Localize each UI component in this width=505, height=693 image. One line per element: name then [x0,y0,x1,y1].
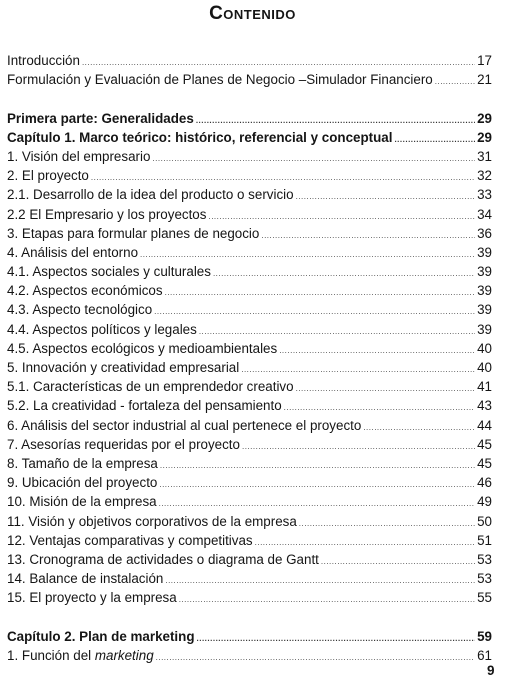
toc-entry-capitulo-2 [7,627,492,646]
toc-entry [7,147,492,166]
toc-entry-label [7,646,154,665]
toc-entry-page: 40 [477,340,492,356]
dot-leader [261,226,475,245]
toc-entry-label: Primera parte: Generalidades [7,110,194,126]
toc-entry [7,550,492,569]
toc-entry-label: 2.2 El Empresario y los proyectos [7,206,207,222]
toc-entry-label: 2.1. Desarrollo de la idea del producto o servicio [7,187,294,203]
toc-entry-label: 2. El proyecto [7,168,89,184]
toc-entry-page: 46 [477,475,492,491]
dot-leader [296,379,476,398]
toc-entry-page: 32 [477,168,492,184]
toc-entry-label: Capítulo 1. Marco teórico: histórico, referencial y conceptual [7,129,393,145]
toc-entry [7,166,492,185]
dot-leader [156,648,475,667]
toc-entry-page: 49 [477,494,492,510]
toc-entry-label: 8. Tamaño de la empresa [7,455,158,471]
page-title: Contenido [209,3,296,24]
toc-entry [7,205,492,224]
toc-entry-label: 9. Ubicación del proyecto [7,475,158,491]
toc-entry-label: Formulación y Evaluación de Planes de Negocio –Simulador Financiero [7,72,433,88]
toc-entry [7,396,492,415]
toc-entry-page: 51 [477,532,492,548]
dot-leader [197,629,476,648]
toc-entry [7,320,492,339]
dot-leader [321,552,475,571]
toc-entry [7,531,492,550]
toc-entry-page: 41 [477,379,492,395]
toc-entry [7,454,492,473]
toc-entry-page: 39 [477,283,492,299]
toc-entry-label: Introducción [7,53,80,68]
toc-entry [7,588,492,607]
toc-entry [7,339,492,358]
toc-entry-page: 61 [477,647,492,663]
toc-entry-label-italic: marketing [94,647,154,663]
toc-entry [7,435,492,454]
toc-entry [7,377,492,396]
dot-leader [394,130,475,149]
toc-entry-label: 11. Visión y objetivos corporativos de la empresa [7,513,297,529]
toc-entry-capitulo-1 [7,128,492,147]
dot-leader [242,437,475,456]
toc-entry-label-prefix: 1. Función del [7,647,95,663]
toc-entry-introduccion [7,51,492,70]
toc-entry-label: 7. Asesorías requeridas por el proyecto [7,436,240,452]
dot-leader [154,302,475,321]
dot-leader [279,341,475,360]
toc-entry-label: Capítulo 2. Plan de marketing [7,628,195,644]
toc-entry-label: 4.1. Aspectos sociales y culturales [7,264,211,280]
toc-entry-page: 53 [477,571,492,587]
toc-entry-page: 43 [477,398,492,414]
toc-entry-label: 1. Visión del empresario [7,148,151,164]
toc-entry-label: 4.2. Aspectos económicos [7,283,163,299]
toc-entry-label: 14. Balance de instalación [7,571,164,587]
toc-entry [7,281,492,300]
toc-entry-page: 31 [477,148,492,164]
toc-entry-page: 39 [477,321,492,337]
toc-entry-primera-parte [7,109,492,128]
toc-entry-page: 45 [477,455,492,471]
toc-entry-label: 4.3. Aspecto tecnológico [7,302,153,318]
toc-entry [7,243,492,262]
dot-leader [299,514,475,533]
section-spacer [7,607,492,626]
page-number: 9 [487,663,495,678]
toc-entry-label: 3. Etapas para formular planes de negocio [7,225,260,241]
toc-entry [7,300,492,319]
dot-leader [152,149,475,168]
toc-entry-label: 6. Análisis del sector industrial al cual pertenece el proyecto [7,417,362,433]
toc-entry-label: 4.4. Aspectos políticos y legales [7,321,197,337]
toc-entry [7,224,492,243]
toc-entry-page: 39 [477,264,492,280]
toc-entry-label: 5.1. Características de un emprendedor creativo [7,379,294,395]
dot-leader [165,571,475,590]
toc-entry-page: 29 [477,110,492,126]
toc-entry [7,512,492,531]
toc-entry-page: 50 [477,513,492,529]
toc-entry-label: 12. Ventajas comparativas y competitivas [7,532,253,548]
table-of-contents [7,51,492,665]
section-spacer [7,89,492,108]
toc-entry-page: 17 [477,53,492,68]
toc-entry-page: 34 [477,206,492,222]
toc-entry-label: 5.2. La creatividad - fortaleza del pensamiento [7,398,282,414]
toc-entry-page: 33 [477,187,492,203]
toc-entry [7,473,492,492]
toc-entry [7,358,492,377]
toc-entry-label: 4.5. Aspectos ecológicos y medioambientales [7,340,278,356]
toc-entry [7,492,492,511]
toc-entry-label: 4. Análisis del entorno [7,244,139,260]
toc-entry-formulacion [7,70,492,89]
toc-entry-label: 10. Misión de la empresa [7,494,157,510]
toc-entry [7,262,492,281]
toc-entry-page: 45 [477,436,492,452]
toc-entry-label: 15. El proyecto y la empresa [7,590,177,606]
dot-leader [159,475,475,494]
toc-entry-page: 29 [477,129,492,145]
dot-leader [213,264,475,283]
toc-entry-page: 53 [477,551,492,567]
dot-leader [435,72,475,91]
toc-entry-label: 13. Cronograma de actividades o diagrama de Gantt [7,551,319,567]
toc-entry [7,646,492,665]
dot-leader [165,283,476,302]
toc-entry-page: 55 [477,590,492,606]
toc-entry-page: 39 [477,302,492,318]
dot-leader [160,456,475,475]
toc-entry-page: 21 [477,72,492,88]
dot-leader [363,418,475,437]
dot-leader [296,187,476,206]
toc-entry-page: 40 [477,360,492,375]
toc-entry-page: 44 [477,417,492,433]
toc-entry [7,569,492,588]
toc-entry-page: 39 [477,244,492,260]
toc-entry-page: 36 [477,225,492,241]
toc-entry-label: 5. Innovación y creatividad empresarial [7,360,240,375]
dot-leader [179,590,475,609]
toc-entry [7,416,492,435]
toc-entry [7,185,492,204]
toc-entry-page: 59 [477,628,492,644]
